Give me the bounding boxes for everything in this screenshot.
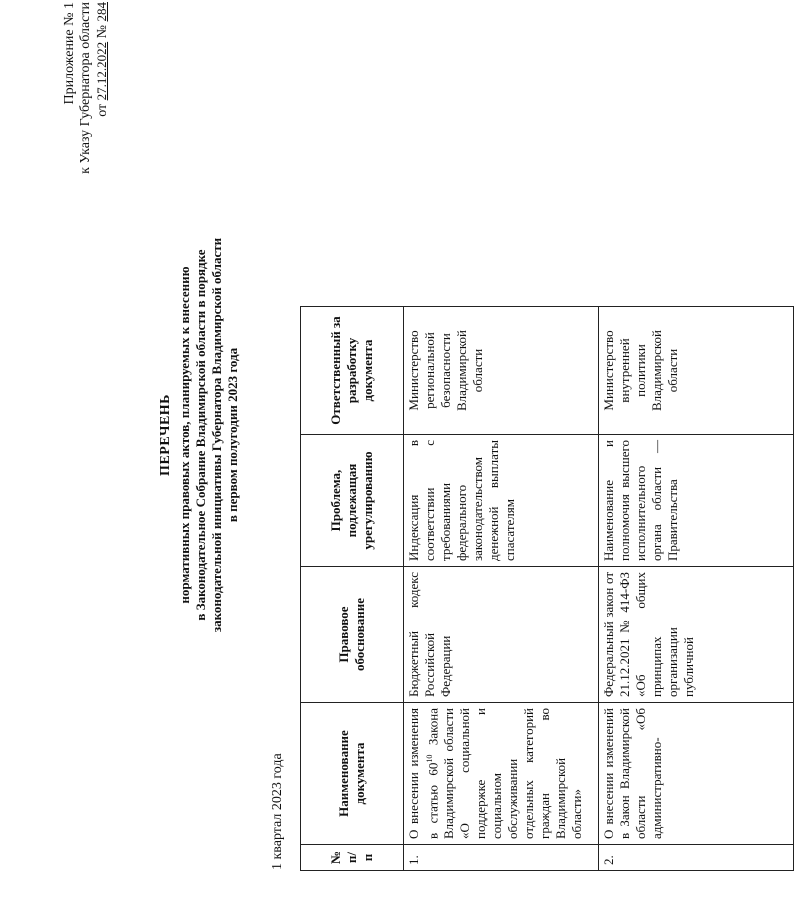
title-line: нормативных правовых актов, планируемых к внесению bbox=[177, 266, 192, 604]
cell-name bbox=[599, 703, 794, 845]
header-responsible: Ответственный за разработку документа bbox=[301, 307, 404, 435]
header-number: № п/п bbox=[301, 845, 404, 871]
cell-name bbox=[404, 703, 599, 845]
title-line: в Законодательное Собрание Владимирской области в порядке bbox=[193, 249, 208, 621]
date-prefix: от bbox=[95, 103, 110, 117]
appendix-number: 284 bbox=[94, 2, 109, 22]
appendix-title: Приложение № 1 bbox=[62, 2, 77, 105]
name-superscript: 10 bbox=[425, 754, 434, 763]
cell-number: 2. bbox=[599, 845, 794, 871]
cell-number: 1. bbox=[404, 845, 599, 871]
cell-basis: Бюджетный кодекс Российской Федерации bbox=[404, 567, 599, 703]
cell-problem: Индексация в соответствии с требованиями федерального законодательством денежной выплаты спасателям bbox=[404, 435, 599, 567]
header-problem: Проблема, подлежащая урегулированию bbox=[301, 435, 404, 567]
title-line: в первом полугодии 2023 года bbox=[225, 347, 240, 523]
appendix-subtitle: к Указу Губернатора области bbox=[78, 2, 93, 174]
table-row bbox=[404, 307, 599, 871]
header-basis: Правовое обоснование bbox=[301, 567, 404, 703]
number-prefix: № bbox=[95, 25, 110, 39]
name-text-rest: Закона Владимирской области «О социальной поддержке и социальном обслуживании отдельных категорий граждан во Владимирской области» bbox=[425, 708, 585, 839]
name-text: О внесении изменений в Закон Владимирской области «Об административно- bbox=[601, 708, 664, 839]
cell-responsible: Министерство внутренней политики Владимирской области bbox=[599, 307, 794, 435]
table-header-row bbox=[301, 307, 404, 871]
document-title bbox=[158, 205, 241, 665]
name-text: О внесении изменения в статью 60 bbox=[406, 708, 441, 839]
title-line: законодательной инициативы Губернатора Владимирской области bbox=[209, 237, 224, 633]
appendix-block bbox=[62, 2, 111, 217]
cell-basis: Федеральный закон от 21.12.2021 № 414-ФЗ «Об общих принципах организации публичной bbox=[599, 567, 794, 703]
header-name: Наименование документа bbox=[301, 703, 404, 845]
appendix-date-line bbox=[94, 2, 111, 217]
cell-responsible: Министерство региональной безопасности Владимирской области bbox=[404, 307, 599, 435]
title-main: ПЕРЕЧЕНЬ bbox=[158, 394, 173, 476]
table-row bbox=[599, 307, 794, 871]
cell-problem: Наименование и полномочия высшего исполнительного органа области — Правительства bbox=[599, 435, 794, 567]
quarter-label: 1 квартал 2023 года bbox=[270, 753, 285, 870]
appendix-date: 27.12.2022 bbox=[94, 41, 109, 101]
acts-table bbox=[300, 306, 794, 871]
